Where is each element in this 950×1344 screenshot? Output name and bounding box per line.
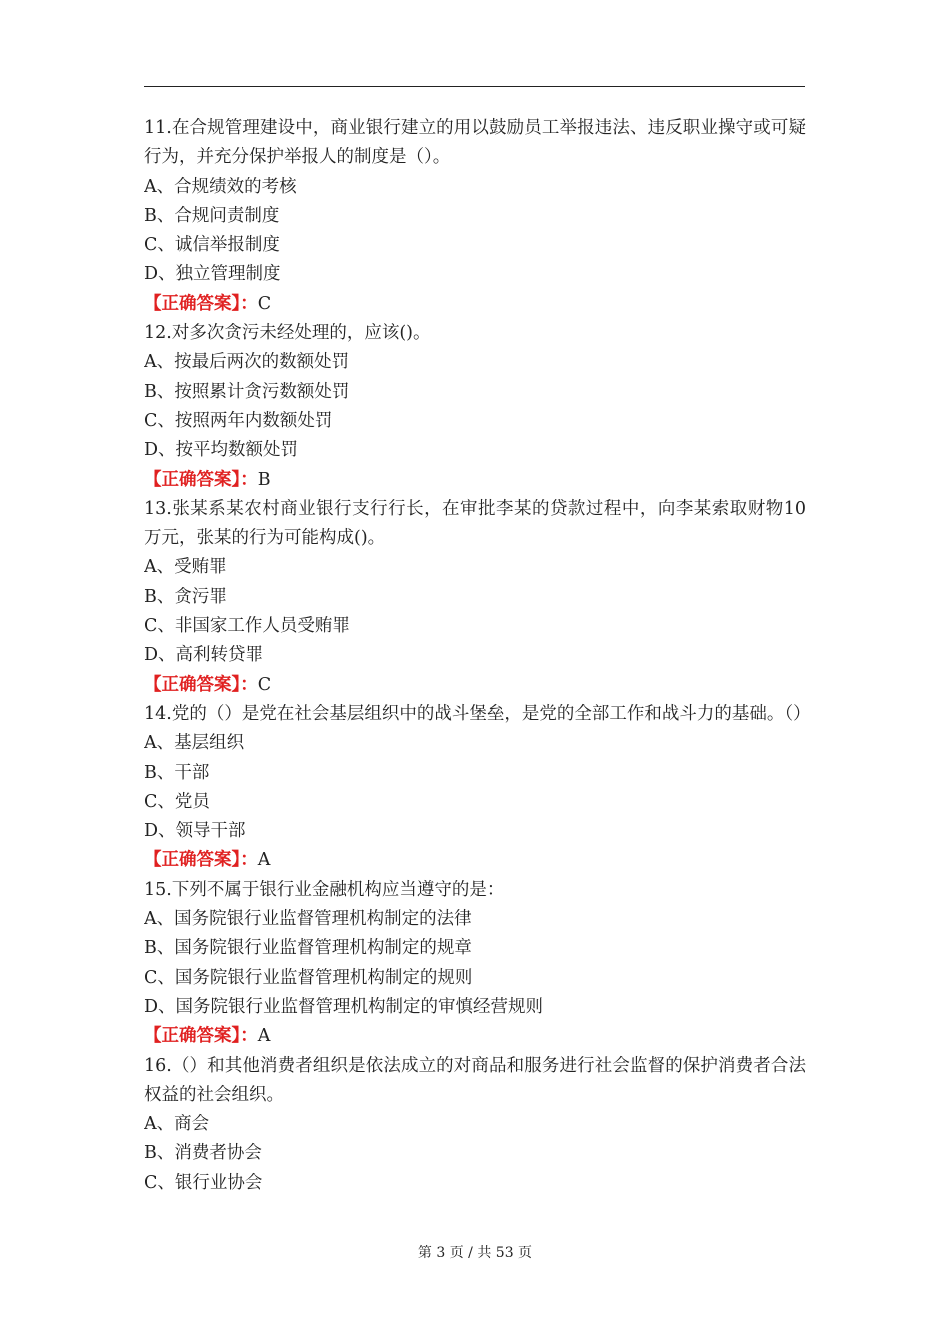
option-c: C、非国家工作人员受贿罪: [144, 616, 350, 637]
answer-value: A: [257, 1026, 271, 1047]
answer-label: 【正确答案】：: [144, 293, 258, 314]
option-c: C、按照两年内数额处罚: [144, 410, 333, 431]
answer-value: C: [257, 293, 272, 314]
answer-value: B: [257, 469, 271, 490]
answer-value: A: [257, 850, 271, 871]
question-13: [144, 495, 806, 700]
option-b: B、消费者协会: [144, 1143, 262, 1164]
header-rule: [144, 86, 805, 87]
page-footer: 第 3 页 / 共 53 页: [417, 1245, 533, 1261]
option-b: B、贪污罪: [144, 586, 227, 607]
answer-label: 【正确答案】：: [144, 469, 258, 490]
question-12: [144, 319, 806, 495]
option-c: C、银行业协会: [144, 1172, 263, 1193]
question-11: [144, 114, 806, 319]
question-stem: 15.下列不属于银行业金融机构应当遵守的是：: [144, 879, 505, 900]
answer-label: 【正确答案】：: [144, 674, 258, 695]
question-stem: 11.在合规管理建设中，商业银行建立的用以鼓励员工举报违法、违反职业操守或可疑行为，并充分保护举报人的制度是（）。: [144, 118, 806, 168]
answer-value: C: [257, 674, 272, 695]
option-d: D、领导干部: [144, 821, 246, 842]
question-stem: 16.（）和其他消费者组织是依法成立的对商品和服务进行社会监督的保护消费者合法权益的社会组织。: [144, 1055, 806, 1105]
option-b: B、按照累计贪污数额处罚: [144, 381, 350, 402]
question-16: [144, 1052, 806, 1198]
option-c: C、党员: [144, 791, 210, 812]
answer-label: 【正确答案】：: [144, 850, 258, 871]
option-c: C、诚信举报制度: [144, 235, 280, 256]
answer-line: [144, 466, 806, 495]
option-d: D、独立管理制度: [144, 264, 281, 285]
option-a: A、受贿罪: [144, 557, 227, 578]
answer-line: [144, 671, 806, 700]
question-14: [144, 700, 811, 876]
answer-line: [144, 290, 806, 319]
option-d: D、国务院银行业监督管理机构制定的审慎经营规则: [144, 996, 544, 1017]
option-d: D、高利转贷罪: [144, 645, 264, 666]
question-15: [144, 876, 806, 1052]
option-d: D、按平均数额处罚: [144, 440, 299, 461]
question-list: [144, 114, 811, 1198]
option-a: A、基层组织: [144, 733, 245, 754]
option-a: A、合规绩效的考核: [144, 176, 297, 197]
answer-line: [144, 1022, 806, 1051]
question-stem: 13.张某系某农村商业银行支行行长，在审批李某的贷款过程中，向李某索取财物10万元，张某的行为可能构成()。: [144, 498, 806, 549]
question-stem: 12.对多次贪污未经处理的，应该()。: [144, 323, 431, 344]
option-b: B、合规问责制度: [144, 205, 280, 226]
option-b: B、干部: [144, 762, 210, 783]
answer-line: [144, 846, 806, 875]
option-a: A、国务院银行业监督管理机构制定的法律: [144, 909, 472, 930]
option-a: A、按最后两次的数额处罚: [144, 352, 350, 373]
question-stem: 14.党的（）是党在社会基层组织中的战斗堡垒，是党的全部工作和战斗力的基础。（）: [144, 703, 811, 724]
answer-label: 【正确答案】：: [144, 1026, 258, 1047]
option-c: C、国务院银行业监督管理机构制定的规则: [144, 967, 473, 988]
option-a: A、商会: [144, 1114, 210, 1135]
option-b: B、国务院银行业监督管理机构制定的规章: [144, 938, 472, 959]
